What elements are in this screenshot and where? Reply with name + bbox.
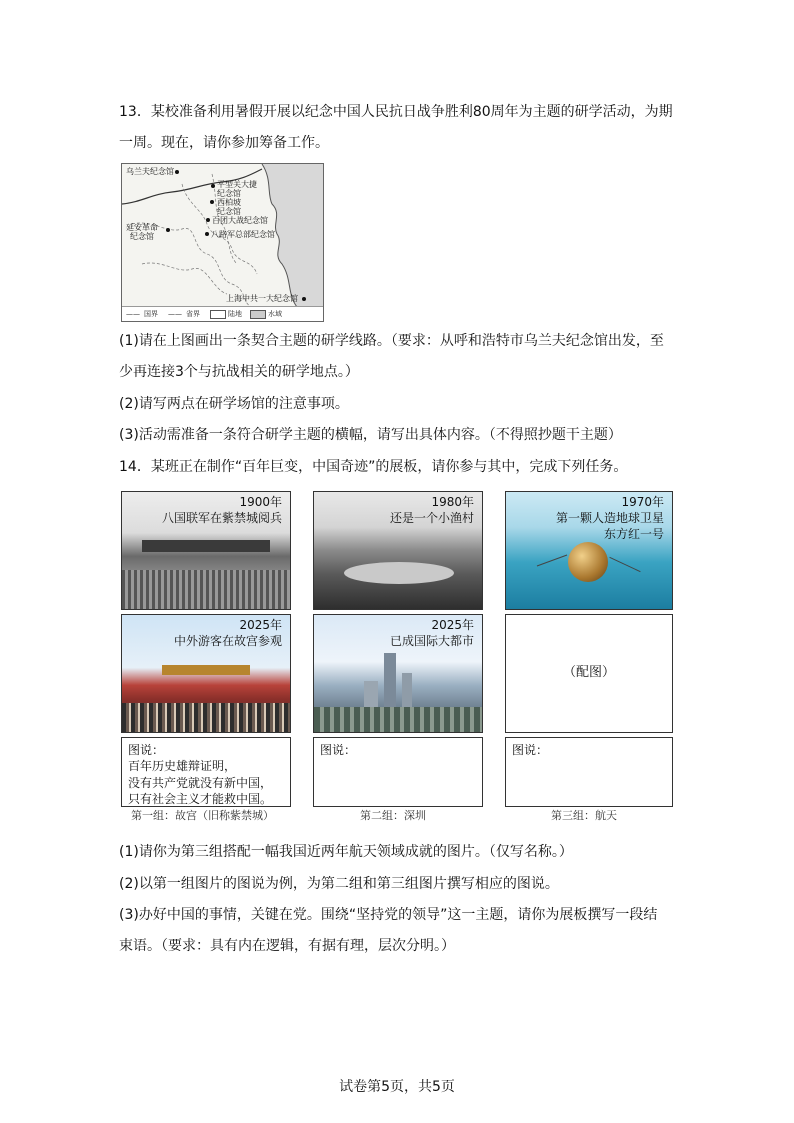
legend-water-swatch	[250, 310, 266, 319]
yanan-label: 延安革命	[126, 223, 158, 232]
g1-top-caption: 八国联军在紫禁城阅兵	[161, 511, 282, 525]
balujun-label: 八路军总部纪念馆	[211, 230, 275, 239]
pingxingguan-point[interactable]	[211, 184, 215, 188]
satellite-body	[568, 542, 608, 582]
g2-bottom-caption: 已成国际大都市	[389, 634, 474, 648]
pingxingguan-label-2: 纪念馆	[217, 189, 241, 198]
g2-top-image	[314, 492, 482, 609]
pingxingguan-label: 平型关大捷	[217, 180, 257, 189]
g1-caption-label: 图说：	[128, 743, 165, 757]
q13-sub2: (2)请写两点在研学场馆的注意事项。	[119, 396, 349, 412]
baituan-label: 百团大战纪念馆	[212, 216, 268, 225]
g2-bottom-photo[interactable]	[313, 614, 483, 733]
yanan-point[interactable]	[166, 228, 170, 232]
g2-top-photo[interactable]	[313, 491, 483, 610]
g3-name: 第三组：航天	[551, 809, 617, 822]
balujun-point[interactable]	[205, 232, 209, 236]
q14-sub1: (1)请你为第三组搭配一幅我国近两年航天领域成就的图片。（仅写名称。）	[119, 844, 573, 860]
troops	[122, 570, 290, 609]
g1-bottom-photo[interactable]	[121, 614, 291, 733]
g2-caption-label: 图说：	[320, 743, 357, 757]
xibaipo-point[interactable]	[210, 200, 214, 204]
legend-province: 省界	[186, 310, 200, 318]
shanghai-label: 上海中共一大纪念馆	[226, 294, 298, 303]
g3-caption-label: 图说：	[512, 743, 549, 757]
g1-top-year: 1900年	[239, 495, 282, 509]
g3-top-year: 1970年	[621, 495, 664, 509]
g3-caption-box[interactable]	[505, 737, 673, 807]
crowd	[122, 703, 290, 732]
g2-top-year: 1980年	[431, 495, 474, 509]
g1-top-photo[interactable]	[121, 491, 291, 610]
palace-roof	[142, 540, 270, 552]
xibaipo-label-2: 纪念馆	[217, 207, 241, 216]
xibaipo-label: 西柏坡	[217, 198, 241, 207]
wulanfu-label: 乌兰夫纪念馆	[126, 167, 174, 176]
page-footer: 试卷第5页，共5页	[339, 1079, 455, 1095]
g2-caption-box[interactable]	[313, 737, 483, 807]
g2-name: 第二组：深圳	[360, 809, 426, 822]
g3-top-photo[interactable]	[505, 491, 673, 610]
g3-top-caption-2: 东方红一号	[603, 527, 664, 541]
legend-land: 陆地	[228, 310, 242, 318]
q13-sub1-line2: 少再连接3个与抗战相关的研学地点。）	[119, 364, 359, 380]
legend-land-swatch	[210, 310, 226, 319]
route-map[interactable]	[121, 163, 324, 322]
city-base	[314, 707, 482, 732]
g1-caption-box	[121, 737, 291, 807]
g3-top-caption-1: 第一颗人造地球卫星	[555, 511, 664, 525]
g1-name: 第一组：故宫（旧称紫禁城）	[131, 809, 274, 822]
q13-sub3: (3)活动需准备一条符合研学主题的横幅，请写出具体内容。（不得照抄题干主题）	[119, 427, 622, 443]
yanan-label-2: 纪念馆	[130, 232, 154, 241]
g3-image-placeholder[interactable]	[505, 614, 673, 733]
g3-placeholder-text: （配图）	[562, 665, 615, 680]
legend-national: 国界	[144, 310, 158, 318]
tiananmen-roof	[162, 665, 250, 675]
q13-line1: 13．某校准备利用暑假开展以纪念中国人民抗日战争胜利80周年为主题的研学活动，为期	[119, 104, 673, 120]
q14-sub2: (2)以第一组图片的图说为例，为第二组和第三组图片撰写相应的图说。	[119, 876, 559, 892]
q14-sub3-line1: (3)办好中国的事情，关键在党。围绕“坚持党的领导”这一主题，请你为展板撰写一段结	[119, 907, 658, 923]
shanghai-point[interactable]	[302, 297, 306, 301]
wulanfu-point[interactable]	[175, 170, 179, 174]
q14-sub3-line2: 束语。（要求：具有内在逻辑，有据有理，层次分明。）	[119, 938, 455, 954]
g1-bottom-caption: 中外游客在故宫参观	[173, 634, 282, 648]
map-legend	[122, 306, 323, 321]
q14-line1: 14．某班正在制作“百年巨变，中国奇迹”的展板，请你参与其中，完成下列任务。	[119, 459, 628, 475]
q13-sub1-line1: (1)请在上图画出一条契合主题的研学线路。（要求：从呼和浩特市乌兰夫纪念馆出发，至	[119, 333, 664, 349]
g2-top-caption: 还是一个小渔村	[389, 511, 474, 525]
q13-line2: 一周。现在，请你参加筹备工作。	[119, 135, 329, 151]
legend-province-line: ——	[168, 310, 182, 318]
legend-national-line: ——	[126, 310, 140, 318]
baituan-point[interactable]	[206, 218, 210, 222]
g1-caption-text: 百年历史雄辩证明， 没有共产党就没有新中国， 只有社会主义才能救中国。	[128, 759, 273, 806]
g1-bottom-year: 2025年	[239, 618, 282, 632]
g2-bottom-year: 2025年	[431, 618, 474, 632]
legend-water: 水域	[268, 310, 282, 318]
water	[344, 562, 454, 584]
